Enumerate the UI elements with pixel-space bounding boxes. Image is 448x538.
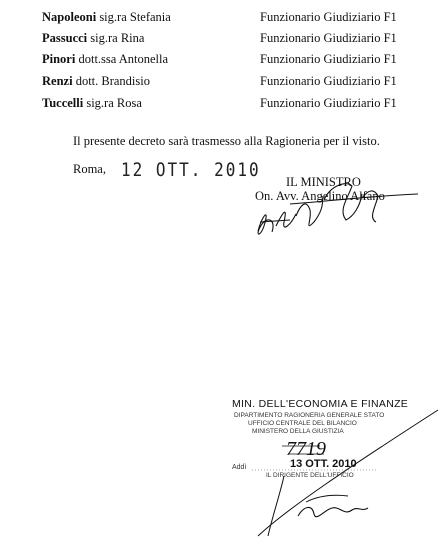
- staff-row: [42, 96, 422, 114]
- staff-given: sig.ra Rosa: [86, 96, 142, 110]
- stamp-number: 7719: [286, 438, 326, 460]
- staff-given: sig.ra Stefania: [99, 10, 171, 24]
- stamp-ministry-justice: MINISTERO DELLA GIUSTIZIA: [252, 428, 344, 435]
- stamp-office: UFFICIO CENTRALE DEL BILANCIO: [248, 420, 357, 427]
- staff-surname: Passucci: [42, 31, 88, 45]
- staff-surname: Tuccelli: [42, 96, 84, 110]
- staff-row: [42, 31, 422, 49]
- staff-name: [42, 74, 150, 89]
- staff-row: [42, 74, 422, 92]
- staff-row: [42, 52, 422, 70]
- staff-name: [42, 10, 171, 25]
- staff-name: [42, 52, 168, 67]
- stamp-department: DIPARTIMENTO RAGIONERIA GENERALE STATO: [234, 412, 385, 419]
- minister-name: On. Avv. Angelino Alfano: [255, 189, 385, 203]
- date-stamp: 12 OTT. 2010: [121, 158, 261, 181]
- staff-role: Funzionario Giudiziario F1: [260, 52, 397, 66]
- staff-given: dott. Brandisio: [75, 74, 150, 88]
- stamp-role: IL DIRIGENTE DELL'UFFICIO: [266, 472, 354, 479]
- staff-name: [42, 96, 142, 111]
- staff-role: Funzionario Giudiziario F1: [260, 74, 397, 88]
- staff-role: Funzionario Giudiziario F1: [260, 96, 397, 110]
- place-label: Roma,: [73, 162, 106, 176]
- staff-role: Funzionario Giudiziario F1: [260, 31, 397, 45]
- minister-title: IL MINISTRO: [286, 175, 361, 189]
- staff-surname: Renzi: [42, 74, 73, 88]
- staff-name: [42, 31, 144, 46]
- decree-text: Il presente decreto sarà trasmesso alla Ragioneria per il visto.: [73, 134, 380, 148]
- staff-role: Funzionario Giudiziario F1: [260, 10, 397, 24]
- staff-given: sig.ra Rina: [90, 31, 145, 45]
- staff-surname: Pinori: [42, 52, 76, 66]
- staff-given: dott.ssa Antonella: [78, 52, 169, 66]
- stamp-addi-label: Addì: [232, 464, 247, 471]
- minister-signature: [250, 176, 430, 246]
- stamp-date: 13 OTT. 2010: [290, 458, 357, 470]
- ragioneria-stamp: [228, 398, 448, 538]
- staff-row: [42, 10, 422, 28]
- staff-surname: Napoleoni: [42, 10, 97, 24]
- stamp-ministry: MIN. DELL'ECONOMIA E FINANZE: [232, 398, 409, 410]
